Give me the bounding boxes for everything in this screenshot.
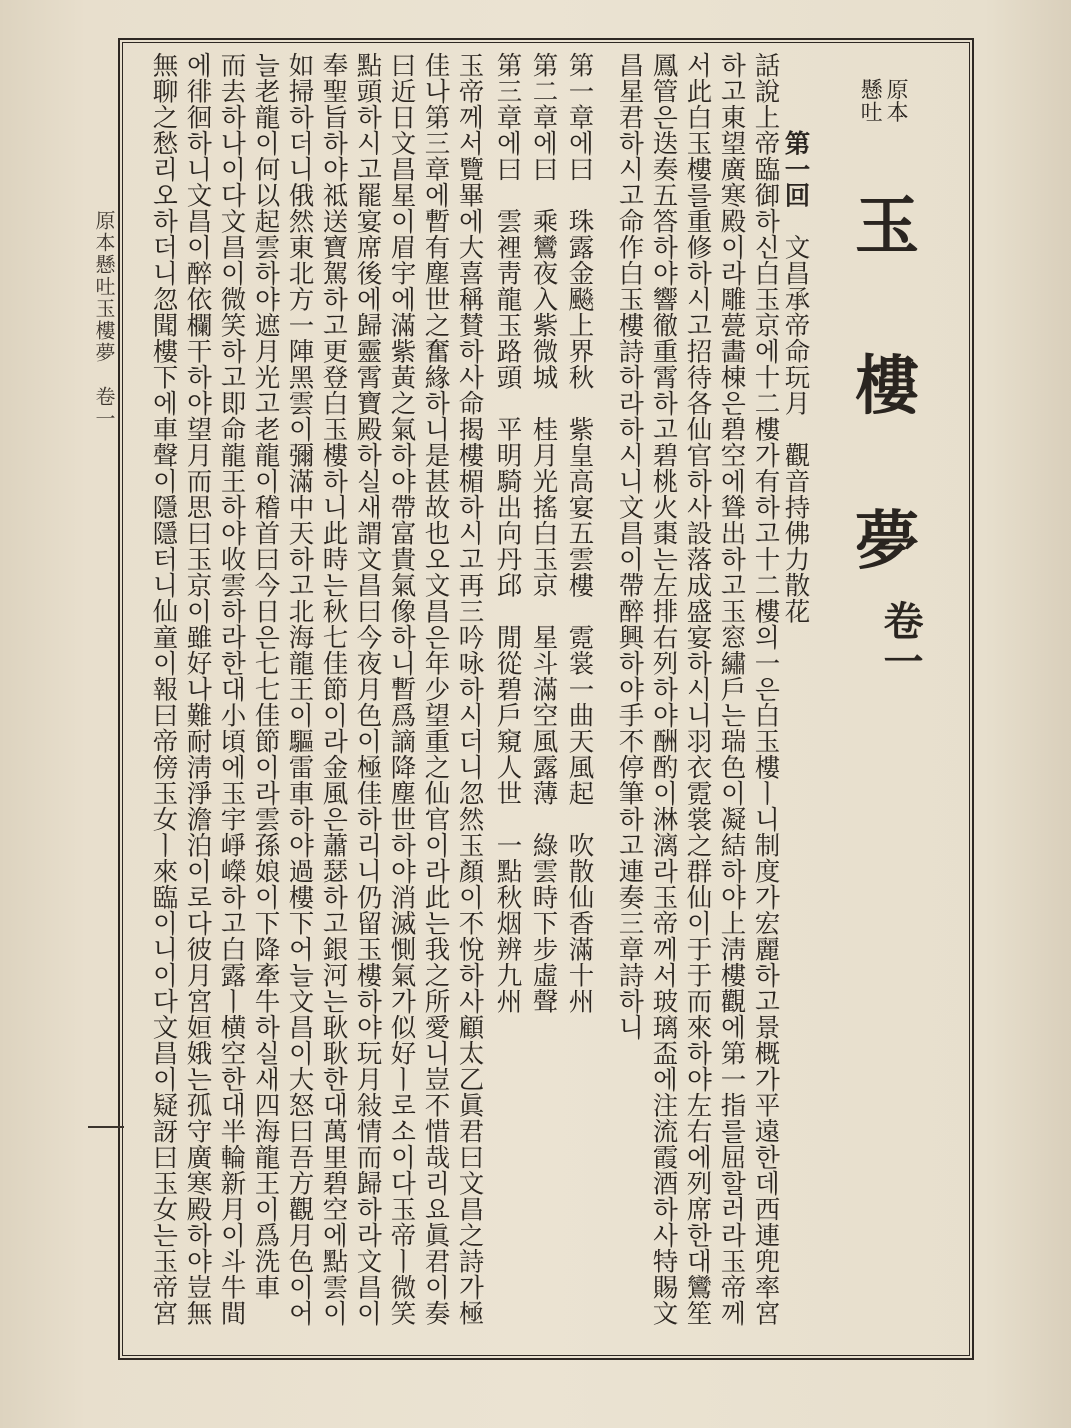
text-column: 玉帝께서覽畢에大喜稱賛하사命揭樓楣하시고再三吟咏하시더니忽然玉顏이不悅하사顧太乙眞君曰文昌之詩가極	[454, 52, 485, 1326]
text-column: 鳳管은迭奏五答하야響徹重霄하고碧桃火棗는左排右列하야酬酌이淋漓라玉帝께서玻璃盃에注流霞酒하사特賜文	[648, 52, 679, 1326]
text-column: 無聊之愁리오하더니忽聞樓下에車聲이隱隱터니仙童이報曰帝傍玉女ㅣ來臨이니이다文昌이疑訝曰玉女는玉帝宮	[148, 52, 179, 1326]
page-number	[88, 1126, 124, 1128]
chapter-heading	[780, 130, 811, 624]
text-column: 서此白玉樓를重修하시고招待各仙官하사設落成盛宴하시니羽衣霓裳之群仙이于于而來하야左右에列席한대鸞笙	[682, 52, 713, 1326]
chapter-number: 第一回	[780, 130, 811, 208]
poem-line: 第三章에曰 雲裡靑龍玉路頭 平明騎出向丹邱 閒從碧戶窺人世 一點秋烟辨九州	[492, 52, 523, 1014]
text-column: 하고東望廣寒殿이라雕甍畵棟은碧空에聳出하고玉窓繡戶는瑞色이凝結하야上淸樓觀에第一指를屈할러라玉帝께	[716, 52, 747, 1326]
text-column: 而去하나이다文昌이微笑하고即命龍王하야收雲하라한대小頃에玉宇崢嶸하고白露ㅣ横空한대半輪新月이斗牛間	[216, 52, 247, 1326]
text-column: 昌星君하시고命作白玉樓詩하라하시니文昌이帶醉興하야手不停筆하고連奏三章詩하니	[614, 52, 645, 1040]
text-column: 늘老龍이何以起雲하야遮月光고老龍이稽首曰今日은七七佳節이라雲孫娘이下降牽牛하실새四海龍王이爲洗車	[250, 52, 281, 1300]
text-column: 에徘徊하니文昌이醉依欄干하야望月而思曰玉京이雖好나難耐淸淨澹泊이로다彼月宮姮娥는孤守廣寒殿하야豈無	[182, 52, 213, 1326]
edition-label-left: 懸吐	[857, 78, 883, 123]
chapter-title: 文昌承帝命玩月 觀音持佛力散花	[780, 234, 811, 624]
text-column: 曰近日文昌星이眉宇에滿紫黃之氣하야帶富貴氣像하니暫爲謫降塵世하야消滅惻氣가似好ㅣ로소이다玉帝ㅣ微笑	[386, 52, 417, 1326]
volume-label: 卷一	[877, 600, 924, 681]
title-char-3: 夢	[855, 504, 919, 579]
text-column: 點頭하시고罷宴席後에歸靈霄寶殿하실새謂文昌曰今夜月色이極佳하리니仍留玉樓하야玩月敍情而歸하라文昌이	[352, 52, 383, 1326]
poem-line: 第一章에曰 珠露金飈上界秋 紫皇高宴五雲樓 霓裳一曲天風起 吹散仙香滿十州	[564, 52, 595, 1014]
edition-label-right: 原本	[883, 78, 909, 123]
title-char-1: 玉	[855, 189, 919, 264]
running-head: 原本懸吐玉樓夢 卷一	[92, 210, 116, 430]
text-column: 如掃하더니俄然東北方一陣黑雲이彌滿中天하고北海龍王이驅雷車하야過樓下어늘文昌이大怒曰吾方觀月色이어	[284, 52, 315, 1326]
title-char-2: 樓	[855, 349, 919, 424]
text-column: 話說上帝臨御하신白玉京에十二樓가有하고十二樓의一은白玉樓ㅣ니制度가宏麗하고景概가平遠한데西連兜率宮	[750, 52, 781, 1326]
text-column: 佳나第三章에暫有塵世之奮緣하니是甚故也오文昌은年少望重之仙官이라此는我之所愛니豈不惜哉리요眞君이奏	[420, 52, 451, 1326]
text-column: 奉聖旨하야祗送寶駕하고更登白玉樓하니此時는秋七佳節이라金風은蕭瑟하고銀河는耿耿한대萬里碧空에點雲이	[318, 52, 349, 1326]
poem-line: 第二章에曰 乘鸞夜入紫微城 桂月光搖白玉京 星斗滿空風露薄 綠雲時下步虛聲	[528, 52, 559, 1014]
chapter-spacer	[781, 208, 811, 234]
